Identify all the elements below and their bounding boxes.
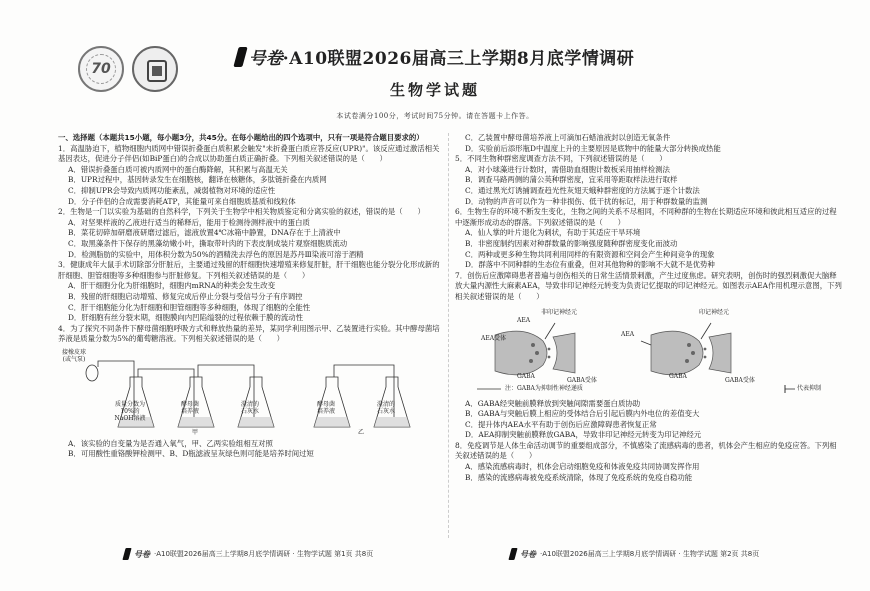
q5-option-b: B．调查马路两侧的蒲公英种群密度，宜采用等距取样法进行取样 bbox=[465, 175, 678, 185]
fig7-label-aea-receptor-a: AEA受体 bbox=[481, 334, 507, 342]
exam-info: 本试卷满分100分，考试时间75分钟。请在答题卡上作答。 bbox=[336, 112, 534, 120]
question-2: 2．生物是一门以实验为基础的自然科学，下列关于生物学中相关物质鉴定和分离实验的叙述，错误的是（ ） bbox=[58, 207, 425, 217]
q3-option-a: A．肝干细胞分化为肝细胞时，细胞内mRNA的种类会发生改变 bbox=[68, 281, 276, 291]
question-5: 5．不同生物种群密度调查方法不同，下列叙述错误的是（ ） bbox=[455, 154, 667, 164]
q6-option-a: A．仙人掌的叶片退化为刺状，有助于其适应干旱环境 bbox=[465, 228, 641, 238]
footer-page-left: ·A10联盟2026届高三上学期8月底学情调研 · 生物学试题 第1页 共8页 bbox=[154, 550, 374, 558]
fig7-label-gaba-receptor-b: GABA受体 bbox=[725, 376, 755, 384]
footer-brand-right: 号卷 bbox=[520, 548, 536, 559]
footer-page-right: ·A10联盟2026届高三上学期8月底学情调研 · 生物学试题 第2页 共8页 bbox=[540, 550, 760, 558]
q6-option-c: C．两种或更多种生物共同利用同样的有限资源和空间会产生种间竞争的现象 bbox=[465, 249, 715, 259]
q1-option-d: D．分子伴侣的合成需要消耗ATP，其能量可来自细胞质基质和线粒体 bbox=[68, 196, 296, 206]
q5-option-d: D．动物的声音可以作为一种非损伤、低干扰的标记，用于种群数量的监测 bbox=[465, 196, 708, 206]
question-8: 8．免疫调节是人体生命活动调节的重要组成部分，不慎感染了流感病毒的患者，机体会产生相应的免疫应答。下列相关叙述错误的是（ ） bbox=[455, 440, 837, 461]
fig7-label-print: 印记神经元 bbox=[699, 308, 730, 316]
question-6: 6．生物生存的环境不断发生变化，生物之间的关系不尽相同，不同种群的生物在长期适应环境和彼此相互适应的过程中逐渐形成动态的群落。下列叙述错误的是（ ） bbox=[455, 207, 837, 227]
brand-name: 号卷 bbox=[248, 49, 283, 69]
q1-option-b: B．UPR过程中，基因转录发生在细胞核，翻译在核糖体，多肽链折叠在内质网 bbox=[68, 175, 327, 185]
fig-label-lime-a: 澄清的 石灰水 bbox=[240, 400, 259, 415]
fig7-note: 注：GABA为抑制性神经递质 bbox=[505, 384, 583, 392]
q6-option-d: D．群落中不同种群的生态位有重叠，但对其他物种的影响不大就不是优势种 bbox=[465, 260, 715, 270]
q5-option-a: A．对小球藻进行计数时，需借助血细胞计数板采用抽样检测法 bbox=[465, 164, 670, 174]
q2-option-a: A．对坚果样液的乙液进行适当的稀释后，能用于检测待测样液中的蛋白质 bbox=[68, 217, 310, 227]
q2-option-b: B．菜花切碎加研磨液研磨过滤后，滤液放置4℃冰箱中静置，DNA存在于上清液中 bbox=[68, 228, 341, 238]
q4-option-a: A．该实验的自变量为是否通入氧气，甲、乙两实验组相互对照 bbox=[68, 438, 273, 448]
q8-option-b: B．感染的流感病毒被免疫系统清除，体现了免疫系统的免疫自稳功能 bbox=[465, 472, 693, 482]
q7-option-b: B．GABA与突触后膜上相应的受体结合后引起后膜内外电位的差值变大 bbox=[465, 409, 700, 419]
brand-mark-icon bbox=[233, 47, 247, 67]
footer-brand-mark-icon bbox=[508, 548, 517, 560]
exam-subtitle: 生物学试题 bbox=[389, 81, 480, 99]
fig7-label-aea-b: AEA bbox=[621, 330, 635, 338]
fig-label-pump: 接橡皮球 (或气泵) bbox=[62, 348, 87, 363]
fig-label-yeast-a: 酵母菌 培养液 bbox=[180, 400, 199, 415]
question-7: 7．创伤后应激障碍患者普遍与创伤相关的日常生活情景刺激，产生过度焦虑。研究表明，创伤时的强烈刺激促大脑释放大量内源性大麻素AEA，导致非印记神经元转变为负责记忆提取的印记神经元。如图表示AEA作用机理示意图，下列相关叙述错误的是（ ） bbox=[455, 270, 842, 301]
fig-label-yi: 乙 bbox=[357, 428, 364, 436]
q2-option-c: C．取黑藻条件下保存的黑藻幼嫩小叶，撕取带叶肉的下表皮制成装片观察细胞质流动 bbox=[68, 238, 348, 248]
exam-title-row bbox=[0, 44, 870, 69]
question-1: 1．高温胁迫下，植物细胞内质网中错误折叠蛋白质积累会触发"未折叠蛋白质应答反应(UPR)"。该反应通过激活相关基因表达，促进分子伴侣(如BiP蛋白)的合成以协助蛋白质正确折叠。下列相关叙述错误的是（ ） bbox=[58, 143, 440, 164]
q3-option-d: D．肝细胞有丝分裂末期，细胞膜向内凹陷缢裂的过程依赖于膜的流动性 bbox=[68, 313, 304, 323]
fig-label-yeast-b: 酵母菌 培养液 bbox=[316, 400, 335, 415]
q7-option-d: D．AEA抑制突触前膜释放GABA，导致非印记神经元转变为印记神经元 bbox=[465, 430, 702, 440]
q5-option-c: C．通过黑光灯诱捕调查趋光性灰翅天蛾种群密度的方法属于逐个计数法 bbox=[465, 185, 700, 195]
footer-brand-mark-icon bbox=[122, 548, 131, 560]
column-divider bbox=[448, 133, 449, 538]
question-4: 4．为了探究不同条件下酵母菌细胞呼吸方式和释放热量的差异，某同学利用图示甲、乙装置进行实验。其中酵母菌培养液是质量分数为5%的葡萄糖溶液。下列相关叙述错误的是（ ） bbox=[58, 323, 440, 344]
fig7-label-nonprint: 非印记神经元 bbox=[541, 308, 578, 316]
section-heading: 一、选择题（本题共15小题，每小题3分，共45分。在每小题给出的四个选项中，只有一项是符合题目要求的） bbox=[58, 133, 424, 142]
q4-apparatus-figure bbox=[58, 347, 438, 437]
q7-option-a: A．GABA经突触前膜释放到突触间隙需要蛋白质协助 bbox=[465, 398, 641, 408]
q4-option-b: B．可用酸性重铬酸钾检测甲、B、D瓶滤液呈灰绿色则可能是培养时间过短 bbox=[68, 449, 314, 459]
footer-right bbox=[510, 548, 759, 560]
footer-left bbox=[124, 548, 373, 560]
fig-label-jia: 甲 bbox=[191, 428, 198, 436]
seal-number: 70 bbox=[91, 61, 111, 77]
fig7-label-aea-a: AEA bbox=[517, 316, 531, 324]
q4-option-d: D．实验前后添形瓶D中温度上升的主要原因是底物中的能量大部分转换成热能 bbox=[465, 143, 721, 153]
fig7-label-gaba-receptor-a: GABA受体 bbox=[567, 376, 597, 384]
q1-option-c: C．抑制UPR会导致内质网功能紊乱，减弱植物对环境的适应性 bbox=[68, 185, 276, 195]
q8-option-a: A．感染流感病毒时，机体会启动细胞免疫和体液免疫共同协调发挥作用 bbox=[465, 462, 700, 472]
q2-option-d: D．检测脂肪的实验中，用体积分数为50%的酒精洗去浮色的原因是苏丹Ⅲ染液可溶于酒精 bbox=[68, 249, 364, 259]
fig-label-lime-b: 澄清的 石灰水 bbox=[376, 400, 395, 415]
q7-option-c: C．提升体内AEA水平有助于创伤后应激障碍患者恢复正常 bbox=[465, 419, 657, 429]
q3-option-b: B．残留的肝细胞启动增殖、修复完成后停止分裂与受信号分子有序调控 bbox=[68, 291, 303, 301]
footer-brand-left: 号卷 bbox=[134, 548, 150, 559]
question-3: 3．健康成年大鼠手术切除部分肝脏后，主要通过残留的肝细胞快速增殖来修复肝脏，肝干细胞也能分裂分化形成新的肝细胞、胆管细胞等多种细胞参与肝脏修复。下列相关叙述错误的是（ ） bbox=[58, 260, 440, 280]
right-column bbox=[455, 133, 843, 483]
fig7-arrow-legend: 代表抑制 bbox=[797, 384, 822, 392]
fig-label-naoh: 质量分数为 10%的 NaOH溶液 bbox=[114, 400, 146, 422]
exam-title: ·A10联盟2026届高三上学期8月底学情调研 bbox=[282, 49, 635, 69]
q1-option-a: A．错误折叠蛋白质可被内质网中的蛋白酶降解，其积累与高温无关 bbox=[68, 164, 288, 174]
q7-aea-mechanism-figure bbox=[455, 305, 843, 397]
fig7-label-gaba-b: GABA bbox=[669, 372, 687, 380]
q3-option-c: C．肝干细胞能分化为肝细胞和胆管细胞等多种细胞，体现了细胞的全能性 bbox=[68, 302, 311, 312]
q4-option-c: C．乙装置中酵母菌培养液上可滴加石蜡油液封以创造无氧条件 bbox=[465, 133, 671, 142]
left-column bbox=[58, 133, 446, 460]
q6-option-b: B．非密度制约因素对种群数量的影响强度随种群密度变化而波动 bbox=[465, 238, 678, 248]
fig7-label-gaba-a: GABA bbox=[517, 372, 535, 380]
